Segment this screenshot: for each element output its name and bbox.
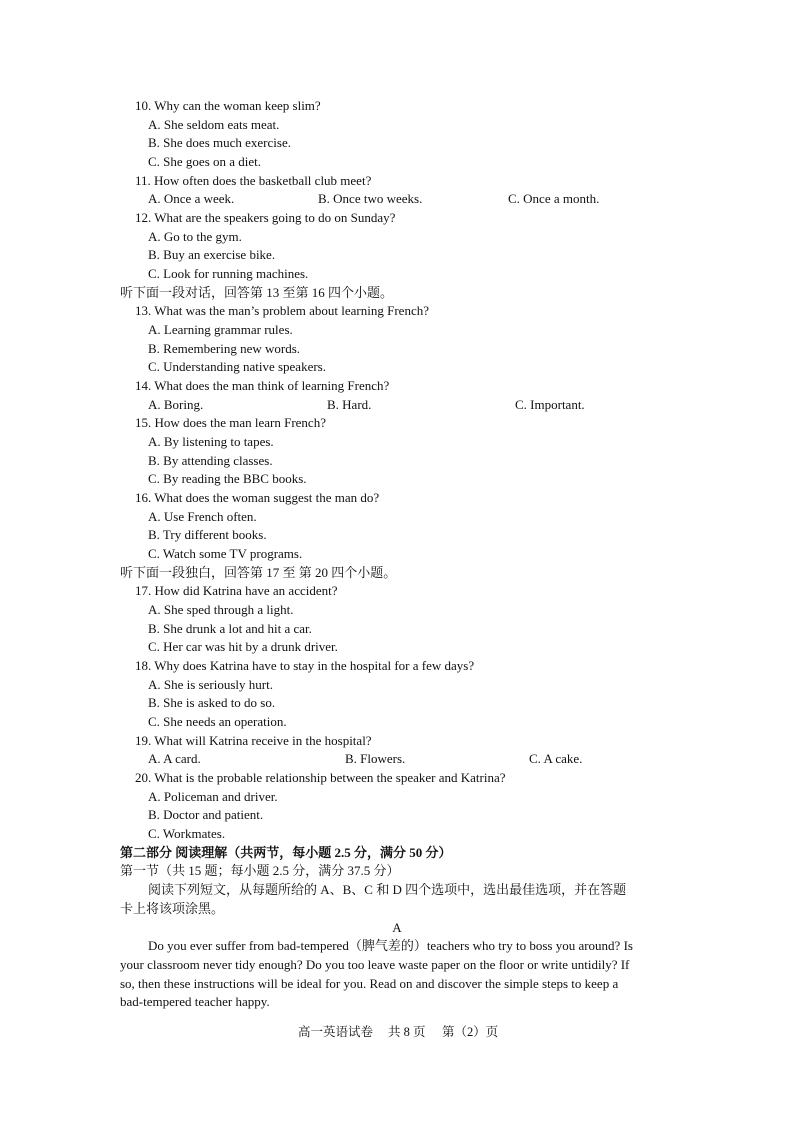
option: B. By attending classes. xyxy=(148,453,273,468)
question-stem: 11. How often does the basketball club meet? xyxy=(135,173,372,188)
option: A. Policeman and driver. xyxy=(148,789,278,804)
option: B. She is asked to do so. xyxy=(148,695,276,710)
question-stem: 20. What is the probable relationship between the speaker and Katrina? xyxy=(135,770,506,785)
passage-label: A xyxy=(392,920,402,935)
option: A. Boring. xyxy=(148,397,204,412)
option: C. She goes on a diet. xyxy=(148,154,262,169)
option: B. Flowers. xyxy=(345,751,406,766)
option: B. Remembering new words. xyxy=(148,341,301,356)
question-stem: 13. What was the man’s problem about learning French? xyxy=(135,303,429,318)
option: C. Important. xyxy=(515,397,585,412)
question-stem: 15. How does the man learn French? xyxy=(135,415,326,430)
question-stem: 14. What does the man think of learning French? xyxy=(135,378,390,393)
option: A. Learning grammar rules. xyxy=(148,322,293,337)
option: C. Watch some TV programs. xyxy=(148,546,303,561)
option: A. She sped through a light. xyxy=(148,602,294,617)
option: A. A card. xyxy=(148,751,201,766)
footer-total-pages: 共 8 页 xyxy=(388,1025,426,1039)
passage-line: so, then these instructions will be ideal for you. Read on and discover the simple steps to keep a xyxy=(120,976,619,991)
option: C. By reading the BBC books. xyxy=(148,471,307,486)
passage-line: bad-tempered teacher happy. xyxy=(120,994,270,1009)
option: C. Workmates. xyxy=(148,826,226,841)
listening-instruction: 听下面一段对话，回答第 13 至第 16 四个小题。 xyxy=(120,285,394,300)
option: B. Hard. xyxy=(327,397,372,412)
option: A. Go to the gym. xyxy=(148,229,242,244)
reading-direction: 卡上将该项涂黑。 xyxy=(120,901,225,916)
question-stem: 17. How did Katrina have an accident? xyxy=(135,583,338,598)
part2-heading: 第二部分 阅读理解（共两节，每小题 2.5 分，满分 50 分） xyxy=(120,845,452,860)
option: B. Buy an exercise bike. xyxy=(148,247,276,262)
option: C. Once a month. xyxy=(508,191,600,206)
option: C. Understanding native speakers. xyxy=(148,359,326,374)
option: B. Once two weeks. xyxy=(318,191,423,206)
question-stem: 18. Why does Katrina have to stay in the hospital for a few days? xyxy=(135,658,475,673)
option: A. By listening to tapes. xyxy=(148,434,274,449)
listening-instruction: 听下面一段独白，回答第 17 至 第 20 四个小题。 xyxy=(120,565,397,580)
option: C. She needs an operation. xyxy=(148,714,287,729)
section1-heading: 第一节（共 15 题；每小题 2.5 分，满分 37.5 分） xyxy=(120,863,400,878)
passage-line: Do you ever suffer from bad-tempered（脾气差的）teachers who try to boss you around? Is xyxy=(148,938,633,953)
option: A. She seldom eats meat. xyxy=(148,117,280,132)
option: A. Once a week. xyxy=(148,191,235,206)
option: B. Doctor and patient. xyxy=(148,807,264,822)
option: B. She does much exercise. xyxy=(148,135,291,150)
footer-title: 高一英语试卷 xyxy=(298,1025,374,1039)
question-stem: 19. What will Katrina receive in the hospital? xyxy=(135,733,372,748)
option: A. She is seriously hurt. xyxy=(148,677,273,692)
option: C. A cake. xyxy=(529,751,583,766)
passage-line: your classroom never tidy enough? Do you too leave waste paper on the floor or write untidily? If xyxy=(120,957,630,972)
question-stem: 10. Why can the woman keep slim? xyxy=(135,98,321,113)
option: B. Try different books. xyxy=(148,527,267,542)
option: B. She drunk a lot and hit a car. xyxy=(148,621,312,636)
option: C. Look for running machines. xyxy=(148,266,309,281)
option: C. Her car was hit by a drunk driver. xyxy=(148,639,338,654)
reading-direction: 阅读下列短文，从每题所给的 A、B、C 和 D 四个选项中，选出最佳选项，并在答题 xyxy=(148,882,627,897)
option: A. Use French often. xyxy=(148,509,257,524)
footer-page-number: 第（2）页 xyxy=(442,1025,499,1039)
question-stem: 16. What does the woman suggest the man do? xyxy=(135,490,380,505)
question-stem: 12. What are the speakers going to do on Sunday? xyxy=(135,210,396,225)
